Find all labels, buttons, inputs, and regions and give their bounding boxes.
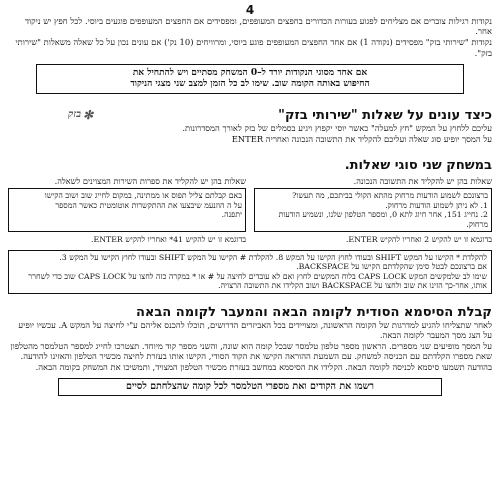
intro-paragraph-bezeq-points: נקודות "שירותי בזק" מפסידים (נקודה 1) אם אחד החפצים המעופפים פוגע ביוסי, ומרוויחים (10 נק') אם עונים נכון על כל שאלה משאלות "שירותי בזק".: [15, 37, 492, 58]
page-number: 4: [245, 3, 255, 17]
question-type-service-code-footnote: בדוגמא זו יש להקיש 41* ואחריו להקיש ENTER.: [91, 235, 246, 245]
question-type-answer-heading: שאלות בהן יש להקליד את התשובה הנכונה.: [353, 176, 492, 187]
example-line: על ה הוזנעמ שיבצעו את ההתקשרות אוטומטית כאשר המספר: [55, 200, 242, 210]
question-type-answer-footnote: בדוגמא זו יש להקיש 2 ואחריו להקיש ENTER.: [345, 235, 492, 245]
notice-line-1: אם אחד מסוגי הנקודות יורד ל–0 המשחק מסתיים ויש להתחיל את: [132, 67, 368, 78]
question-type-service-code-column: [8, 176, 246, 245]
question-type-service-code-heading: שאלות בהן יש להקליד את ספרות השירות המצוינים לשאלה.: [54, 176, 246, 187]
how-to-answer-paragraph-1: עליכם ללחוץ על המקש "חץ למעלה" כאשר יוסי יקפוץ ויגיע בסמלים של בזק לאורך המסדרונות.: [182, 122, 492, 133]
example-line: 1. לא ניתן לשמוע הודעות מרחוק.: [385, 200, 488, 210]
bezeq-logo-text: בזק: [68, 109, 81, 121]
section-question-types: [8, 158, 492, 294]
record-codes-notice-box: רשמו את הקודים ואת מספרי הטלמסר לכל קומה שהצלחתם לסיים: [58, 378, 442, 396]
question-type-answer-column: [254, 176, 492, 245]
section-heading-how-to-answer: כיצד עונים על שאלות "שירותי בזק": [278, 107, 492, 123]
intro-paragraph-regular-points: נקודות רגילות צוברים אם מצליחים לפגוע בעורות הכדורים בחפצים המעופפים, ומפסידים אם החפצים המעופפים פוגעים ביוסי. לכל חפץ יש ניקוד אחר.: [25, 16, 492, 37]
question-example-box-service-code: [8, 188, 246, 232]
question-example-box-answer: [254, 188, 492, 232]
how-to-answer-paragraph-2: על המסך יופיע סוג שאלה ועליכם להקליד את התשובה הנכונה ואחריה ENTER: [231, 134, 492, 145]
game-over-notice-box: [36, 64, 464, 94]
section-how-to-answer: [8, 108, 492, 144]
keyboard-instruction-line: אם ברצונכם לבטל סימן שהקלדתם הקישו על BACKSPACE.: [296, 262, 487, 272]
next-floor-paragraph-2: על המסך מופיעים שני מספרים. הראשון מספר טלפון טלמסר שבכל קומה הוא שונה, והשני מספר קוד מיוחד. תצטרכו לחייג למספר הטלמסר מהטלפון שאת מספרו הקלדתם עם הכניסה למשחק. עם השמעת ההוראה הקישו את הקוד הסודי, הקישו אותו בעזרת לחיצה מכשיר הטלפון והאזינו להודעה. בהודעה תשמעו סיסמא לכניסה לקומה הבאה. הקלידו את הסיסמא במחשב בעזרת מכשיר הטלפון המצויד, ותמשיכו את המשחק בקומה הבאה.: [10, 341, 492, 372]
keyboard-instructions-box: [8, 250, 492, 294]
keyboard-instruction-line: להקלדת * הקישו על המקש SHIFT ובעודו לחוץ הקישו על המקש 8. להקלדת # הקישו על המקש SHIFT ובעודו לחוץ הקישו על המקש 3.: [59, 252, 487, 262]
section-next-floor: [8, 305, 492, 396]
example-line: באם קבלתם צליל תפוס או ממתינה, במקום לחייג שוב ושוב הקישו: [44, 191, 242, 201]
example-line: ברצונכם לשמוע הודעות מרחוק מהתא הקולי בביתכם, מה תעשו?: [292, 191, 488, 201]
keyboard-instruction-line: שימו לב שלמקשים המקש CAPS LOCK בלוח המקשים לחוץ ואם לא עובדים לחיצה על # או * במקרה כזה לחצו על CAPS LOCK שוב כדי לשחרר אותו, אחר-כך הזינו את שוב ולחצו על BACKSPACE ושוב הקלידו את התשובה הרצויה.: [28, 271, 487, 291]
section-heading-question-types: במשחק שני סוגי שאלות.: [344, 158, 492, 174]
section-heading-next-floor: קבלת הסיסמא הסודית לקומה הבאה והמעבר לקומה הבאה: [135, 304, 492, 320]
bezeq-logo: [68, 108, 94, 123]
next-floor-paragraph-1: לאחר שתצליחו להגיע למדרגות של הקומה הראשונה, ומצויידים בכל האביזרים הדרושים, תוכלו להכנס אליהם ע"י לחיצה על המקש A. עכשיו יופיע על הצג מסך המעבר לקומה הבאה.: [18, 319, 492, 340]
bezeq-logo-icon: ✻: [82, 108, 94, 123]
example-line: 2. נחייג 151, אחר חיוג לתא 0, ומספר הטלפון שלנו, ונשמיע הודעות מרחוק.: [278, 210, 488, 229]
notice-line-2: החיפוש באותה הקומה שוב. שימו לב כל הזמן למצב שני מצגי הניקוד: [130, 78, 370, 89]
example-line: יתפנה.: [221, 210, 242, 220]
